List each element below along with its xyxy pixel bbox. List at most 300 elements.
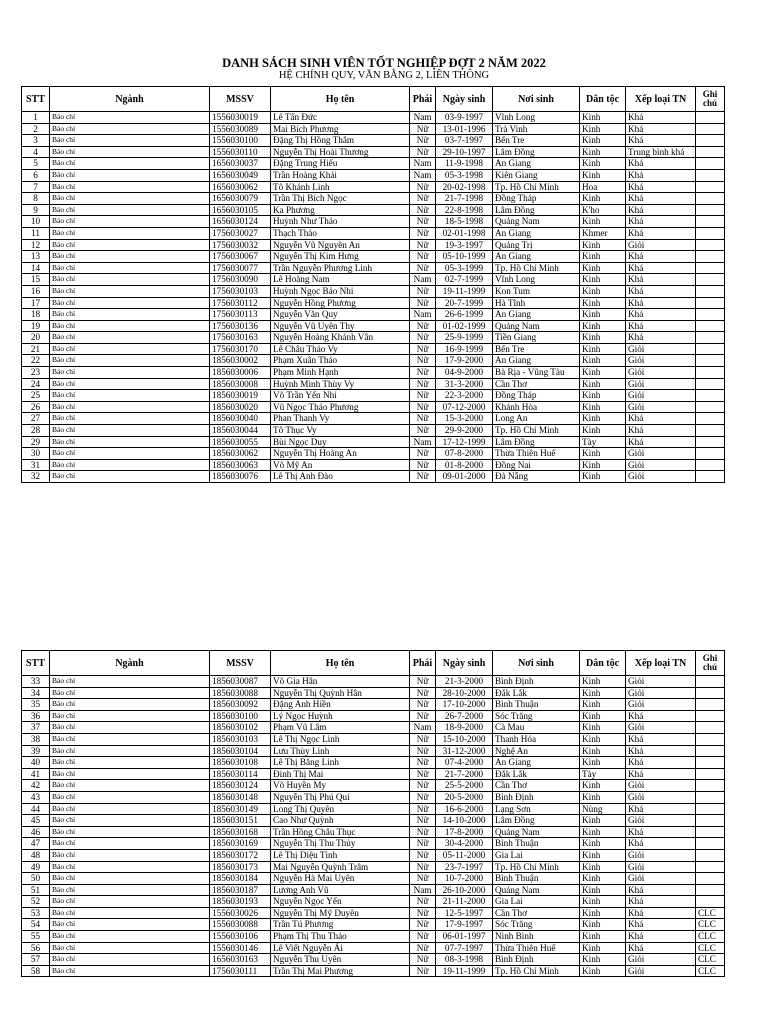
cell-ghi-chu — [696, 355, 725, 367]
cell-noi-sinh: Hà Tĩnh — [493, 297, 580, 309]
cell-phai: Nữ — [410, 367, 436, 379]
cell-dan-toc: Khmer — [580, 227, 626, 239]
cell-ghi-chu — [696, 227, 725, 239]
table-row — [22, 401, 725, 413]
cell-phai: Nữ — [410, 355, 436, 367]
cell-stt: 46 — [22, 826, 50, 838]
header-stt: STT — [22, 87, 50, 112]
cell-noi-sinh: Tp. Hồ Chí Minh — [493, 861, 580, 873]
header-dan-toc: Dân tộc — [580, 87, 626, 112]
cell-ngay-sinh: 16-9-1999 — [436, 343, 493, 355]
cell-xep-loai: Khá — [626, 309, 696, 321]
cell-xep-loai: Giỏi — [626, 965, 696, 977]
cell-dan-toc: Kinh — [580, 884, 626, 896]
cell-phai: Nữ — [410, 826, 436, 838]
cell-ho-ten: Trần Thị Bích Ngọc — [271, 193, 410, 205]
cell-phai: Nữ — [410, 471, 436, 483]
header-nganh: Ngành — [50, 87, 210, 112]
cell-ho-ten: Phạm Vũ Lâm — [271, 722, 410, 734]
cell-noi-sinh: Thừa Thiên Huế — [493, 942, 580, 954]
cell-nganh: Báo chí — [50, 262, 210, 274]
cell-stt: 35 — [22, 699, 50, 711]
cell-noi-sinh: Thừa Thiên Huế — [493, 448, 580, 460]
cell-ho-ten: Cao Như Quỳnh — [271, 815, 410, 827]
cell-stt: 11 — [22, 227, 50, 239]
cell-xep-loai: Khá — [626, 803, 696, 815]
cell-dan-toc: Hoa — [580, 181, 626, 193]
cell-noi-sinh: Gia Lai — [493, 896, 580, 908]
cell-dan-toc: Kinh — [580, 873, 626, 885]
table-row — [22, 413, 725, 425]
cell-ghi-chu — [696, 193, 725, 205]
cell-ho-ten: Trần Hồng Châu Thục — [271, 826, 410, 838]
header-ghi-chu: Ghi chú — [696, 87, 725, 112]
cell-nganh: Báo chí — [50, 227, 210, 239]
cell-phai: Nữ — [410, 954, 436, 966]
cell-mssv: 1556030110 — [210, 146, 271, 158]
cell-noi-sinh: Lạng Sơn — [493, 803, 580, 815]
cell-mssv: 1856030062 — [210, 448, 271, 460]
cell-dan-toc: Kinh — [580, 355, 626, 367]
cell-phai: Nữ — [410, 803, 436, 815]
cell-ghi-chu: CLC — [696, 954, 725, 966]
cell-phai: Nam — [410, 436, 436, 448]
cell-ho-ten: Lê Thị Băng Linh — [271, 757, 410, 769]
cell-nganh: Báo chí — [50, 390, 210, 402]
cell-nganh: Báo chí — [50, 413, 210, 425]
cell-ghi-chu — [696, 239, 725, 251]
cell-nganh: Báo chí — [50, 896, 210, 908]
cell-noi-sinh: Bến Tre — [493, 135, 580, 147]
cell-ngay-sinh: 11-9-1998 — [436, 158, 493, 170]
table-row — [22, 954, 725, 966]
cell-ho-ten: Đinh Thị Mai — [271, 768, 410, 780]
cell-noi-sinh: Trà Vinh — [493, 123, 580, 135]
cell-stt: 41 — [22, 768, 50, 780]
cell-dan-toc: Kinh — [580, 367, 626, 379]
cell-ngay-sinh: 21-11-2000 — [436, 896, 493, 908]
cell-xep-loai: Khá — [626, 942, 696, 954]
cell-dan-toc: Kinh — [580, 826, 626, 838]
cell-ho-ten: Nguyễn Thị Hoài Thương — [271, 146, 410, 158]
cell-stt: 55 — [22, 931, 50, 943]
cell-mssv: 1856030193 — [210, 896, 271, 908]
table-row — [22, 309, 725, 321]
header-nganh: Ngành — [50, 651, 210, 676]
cell-mssv: 1556030146 — [210, 942, 271, 954]
cell-dan-toc: Kinh — [580, 896, 626, 908]
cell-dan-toc: Kinh — [580, 459, 626, 471]
cell-stt: 9 — [22, 204, 50, 216]
header-mssv: MSSV — [210, 87, 271, 112]
cell-dan-toc: Kinh — [580, 216, 626, 228]
cell-dan-toc: Kinh — [580, 757, 626, 769]
cell-ghi-chu: CLC — [696, 965, 725, 977]
cell-xep-loai: Giỏi — [626, 699, 696, 711]
cell-mssv: 1856030002 — [210, 355, 271, 367]
cell-nganh: Báo chí — [50, 367, 210, 379]
cell-stt: 40 — [22, 757, 50, 769]
table-row — [22, 471, 725, 483]
cell-ho-ten: Mai Bích Phương — [271, 123, 410, 135]
cell-phai: Nữ — [410, 204, 436, 216]
cell-ghi-chu — [696, 332, 725, 344]
cell-noi-sinh: Tp. Hồ Chí Minh — [493, 262, 580, 274]
cell-stt: 50 — [22, 873, 50, 885]
cell-phai: Nữ — [410, 413, 436, 425]
cell-ghi-chu — [696, 309, 725, 321]
cell-ho-ten: Phan Thanh Vy — [271, 413, 410, 425]
cell-mssv: 1756030067 — [210, 251, 271, 263]
cell-nganh: Báo chí — [50, 123, 210, 135]
cell-ngay-sinh: 10-7-2000 — [436, 873, 493, 885]
graduates-table-part-2 — [21, 650, 725, 977]
cell-ghi-chu — [696, 390, 725, 402]
table-header-row — [22, 87, 725, 112]
cell-nganh: Báo chí — [50, 768, 210, 780]
cell-ho-ten: Đặng Trung Hiếu — [271, 158, 410, 170]
cell-ghi-chu — [696, 699, 725, 711]
table-row — [22, 274, 725, 286]
header-stt: STT — [22, 651, 50, 676]
cell-mssv: 1856030063 — [210, 459, 271, 471]
cell-dan-toc: Kinh — [580, 274, 626, 286]
header-ngay-sinh: Ngày sinh — [436, 87, 493, 112]
cell-phai: Nữ — [410, 146, 436, 158]
table-row — [22, 459, 725, 471]
cell-ghi-chu — [696, 262, 725, 274]
cell-xep-loai: Giỏi — [626, 239, 696, 251]
cell-noi-sinh: Kiên Giang — [493, 169, 580, 181]
cell-ghi-chu — [696, 112, 725, 124]
cell-stt: 51 — [22, 884, 50, 896]
cell-phai: Nữ — [410, 262, 436, 274]
cell-nganh: Báo chí — [50, 931, 210, 943]
cell-noi-sinh: Đà Nẵng — [493, 471, 580, 483]
cell-nganh: Báo chí — [50, 965, 210, 977]
cell-nganh: Báo chí — [50, 722, 210, 734]
cell-ho-ten: Lý Ngọc Huỳnh — [271, 710, 410, 722]
header-ngay-sinh: Ngày sinh — [436, 651, 493, 676]
cell-ngay-sinh: 07-12-2000 — [436, 401, 493, 413]
cell-xep-loai: Khá — [626, 745, 696, 757]
cell-ngay-sinh: 19-11-1999 — [436, 285, 493, 297]
cell-noi-sinh: Đồng Nai — [493, 459, 580, 471]
table-row — [22, 965, 725, 977]
cell-phai: Nữ — [410, 320, 436, 332]
header-phai: Phái — [410, 651, 436, 676]
cell-phai: Nữ — [410, 965, 436, 977]
cell-phai: Nữ — [410, 919, 436, 931]
table-row — [22, 425, 725, 437]
cell-nganh: Báo chí — [50, 239, 210, 251]
cell-ghi-chu — [696, 896, 725, 908]
cell-stt: 2 — [22, 123, 50, 135]
cell-dan-toc: Kinh — [580, 169, 626, 181]
cell-mssv: 1556030019 — [210, 112, 271, 124]
cell-mssv: 1656030079 — [210, 193, 271, 205]
cell-xep-loai: Giỏi — [626, 687, 696, 699]
cell-phai: Nữ — [410, 135, 436, 147]
cell-stt: 34 — [22, 687, 50, 699]
cell-ho-ten: Đặng Anh Hiền — [271, 699, 410, 711]
table-row — [22, 112, 725, 124]
cell-nganh: Báo chí — [50, 884, 210, 896]
cell-phai: Nam — [410, 112, 436, 124]
cell-mssv: 1756030032 — [210, 239, 271, 251]
cell-ngay-sinh: 26-7-2000 — [436, 710, 493, 722]
table-row — [22, 687, 725, 699]
table-row — [22, 436, 725, 448]
cell-noi-sinh: Bình Định — [493, 791, 580, 803]
cell-xep-loai: Khá — [626, 884, 696, 896]
cell-xep-loai: Giỏi — [626, 780, 696, 792]
cell-noi-sinh: Cà Mau — [493, 722, 580, 734]
table-row — [22, 849, 725, 861]
cell-phai: Nữ — [410, 227, 436, 239]
cell-phai: Nam — [410, 158, 436, 170]
cell-xep-loai: Giỏi — [626, 471, 696, 483]
table-row — [22, 931, 725, 943]
cell-phai: Nữ — [410, 448, 436, 460]
table-row — [22, 838, 725, 850]
cell-ghi-chu: CLC — [696, 907, 725, 919]
cell-mssv: 1856030187 — [210, 884, 271, 896]
cell-dan-toc: Kinh — [580, 343, 626, 355]
cell-noi-sinh: Long An — [493, 413, 580, 425]
cell-ho-ten: Lê Thị Diệu Tình — [271, 849, 410, 861]
table-row — [22, 181, 725, 193]
cell-ngay-sinh: 08-3-1998 — [436, 954, 493, 966]
cell-dan-toc: Kinh — [580, 942, 626, 954]
table-row — [22, 722, 725, 734]
cell-mssv: 1856030019 — [210, 390, 271, 402]
cell-xep-loai: Giỏi — [626, 722, 696, 734]
cell-ghi-chu — [696, 401, 725, 413]
cell-ngay-sinh: 20-5-2000 — [436, 791, 493, 803]
cell-stt: 37 — [22, 722, 50, 734]
cell-stt: 20 — [22, 332, 50, 344]
cell-phai: Nữ — [410, 332, 436, 344]
cell-stt: 10 — [22, 216, 50, 228]
cell-xep-loai: Khá — [626, 320, 696, 332]
cell-nganh: Báo chí — [50, 112, 210, 124]
cell-dan-toc: Tày — [580, 768, 626, 780]
cell-mssv: 1756030103 — [210, 285, 271, 297]
cell-ho-ten: Lê Châu Thảo Vy — [271, 343, 410, 355]
cell-mssv: 1756030136 — [210, 320, 271, 332]
cell-stt: 19 — [22, 320, 50, 332]
cell-ngay-sinh: 17-8-2000 — [436, 826, 493, 838]
cell-ngay-sinh: 20-7-1999 — [436, 297, 493, 309]
cell-ngay-sinh: 05-10-1999 — [436, 251, 493, 263]
header-xep-loai: Xếp loại TN — [626, 87, 696, 112]
cell-ghi-chu — [696, 181, 725, 193]
cell-dan-toc: Kinh — [580, 413, 626, 425]
cell-phai: Nữ — [410, 401, 436, 413]
cell-ho-ten: Nguyễn Thị Thu Thủy — [271, 838, 410, 850]
cell-stt: 32 — [22, 471, 50, 483]
table-row — [22, 826, 725, 838]
cell-stt: 42 — [22, 780, 50, 792]
cell-ngay-sinh: 17-10-2000 — [436, 699, 493, 711]
cell-phai: Nữ — [410, 733, 436, 745]
cell-mssv: 1556030026 — [210, 907, 271, 919]
cell-stt: 21 — [22, 343, 50, 355]
cell-nganh: Báo chí — [50, 699, 210, 711]
cell-mssv: 1756030077 — [210, 262, 271, 274]
cell-ho-ten: Thạch Thảo — [271, 227, 410, 239]
cell-phai: Nữ — [410, 861, 436, 873]
cell-dan-toc: Kinh — [580, 320, 626, 332]
cell-nganh: Báo chí — [50, 251, 210, 263]
table-row — [22, 193, 725, 205]
cell-ho-ten: Huỳnh Minh Thùy Vy — [271, 378, 410, 390]
cell-noi-sinh: Gia Lai — [493, 849, 580, 861]
table-row — [22, 169, 725, 181]
header-ho-ten: Họ tên — [271, 87, 410, 112]
table-row — [22, 297, 725, 309]
cell-xep-loai: Khá — [626, 123, 696, 135]
cell-dan-toc: Kinh — [580, 262, 626, 274]
cell-dan-toc: Kinh — [580, 722, 626, 734]
cell-ho-ten: Phạm Xuân Thảo — [271, 355, 410, 367]
cell-phai: Nữ — [410, 896, 436, 908]
cell-ghi-chu — [696, 216, 725, 228]
cell-noi-sinh: Quảng Nam — [493, 884, 580, 896]
cell-ngay-sinh: 01-02-1999 — [436, 320, 493, 332]
cell-phai: Nữ — [410, 838, 436, 850]
cell-stt: 16 — [22, 285, 50, 297]
cell-ngay-sinh: 19-11-1999 — [436, 965, 493, 977]
cell-ghi-chu — [696, 791, 725, 803]
cell-dan-toc: Kinh — [580, 448, 626, 460]
cell-dan-toc: Kinh — [580, 425, 626, 437]
cell-xep-loai: Khá — [626, 297, 696, 309]
document-subtitle: HỆ CHÍNH QUY, VĂN BẰNG 2, LIÊN THÔNG — [278, 70, 490, 81]
cell-noi-sinh: Lâm Đồng — [493, 146, 580, 158]
cell-ghi-chu — [696, 320, 725, 332]
cell-phai: Nữ — [410, 425, 436, 437]
cell-ngay-sinh: 02-01-1998 — [436, 227, 493, 239]
cell-phai: Nữ — [410, 378, 436, 390]
cell-ngay-sinh: 02-7-1999 — [436, 274, 493, 286]
cell-stt: 26 — [22, 401, 50, 413]
cell-ghi-chu — [696, 780, 725, 792]
cell-xep-loai: Giỏi — [626, 791, 696, 803]
cell-noi-sinh: Cần Thơ — [493, 780, 580, 792]
cell-ho-ten: Nguyễn Văn Quy — [271, 309, 410, 321]
cell-mssv: 1556030088 — [210, 919, 271, 931]
cell-mssv: 1756030027 — [210, 227, 271, 239]
cell-ho-ten: Lê Viết Nguyễn Ái — [271, 942, 410, 954]
table-row — [22, 135, 725, 147]
cell-ghi-chu — [696, 135, 725, 147]
cell-ngay-sinh: 07-8-2000 — [436, 448, 493, 460]
cell-noi-sinh: Đắk Lắk — [493, 687, 580, 699]
cell-dan-toc: Kinh — [580, 733, 626, 745]
cell-noi-sinh: Cần Thơ — [493, 907, 580, 919]
cell-mssv: 1756030112 — [210, 297, 271, 309]
cell-ho-ten: Nguyễn Thị Hoàng An — [271, 448, 410, 460]
cell-stt: 24 — [22, 378, 50, 390]
cell-nganh: Báo chí — [50, 942, 210, 954]
cell-dan-toc: Kinh — [580, 907, 626, 919]
cell-stt: 38 — [22, 733, 50, 745]
cell-nganh: Báo chí — [50, 826, 210, 838]
cell-ngay-sinh: 22-8-1998 — [436, 204, 493, 216]
cell-ngay-sinh: 15-3-2000 — [436, 413, 493, 425]
cell-ho-ten: Trần Hoàng Khải — [271, 169, 410, 181]
cell-ngay-sinh: 20-02-1998 — [436, 181, 493, 193]
cell-ghi-chu — [696, 884, 725, 896]
cell-ghi-chu — [696, 815, 725, 827]
cell-ngay-sinh: 09-01-2000 — [436, 471, 493, 483]
cell-phai: Nữ — [410, 849, 436, 861]
cell-mssv: 1856030149 — [210, 803, 271, 815]
cell-ngay-sinh: 23-7-1997 — [436, 861, 493, 873]
cell-xep-loai: Giỏi — [626, 815, 696, 827]
cell-nganh: Báo chí — [50, 757, 210, 769]
cell-nganh: Báo chí — [50, 297, 210, 309]
cell-dan-toc: Kinh — [580, 838, 626, 850]
cell-noi-sinh: An Giang — [493, 251, 580, 263]
cell-ghi-chu — [696, 297, 725, 309]
cell-nganh: Báo chí — [50, 459, 210, 471]
cell-xep-loai: Khá — [626, 425, 696, 437]
cell-dan-toc: Kinh — [580, 239, 626, 251]
cell-phai: Nữ — [410, 942, 436, 954]
cell-dan-toc: Kinh — [580, 954, 626, 966]
cell-dan-toc: Kinh — [580, 676, 626, 688]
cell-phai: Nữ — [410, 676, 436, 688]
cell-stt: 54 — [22, 919, 50, 931]
table-row — [22, 204, 725, 216]
cell-xep-loai: Giỏi — [626, 849, 696, 861]
cell-ngay-sinh: 03-9-1997 — [436, 112, 493, 124]
cell-ghi-chu — [696, 849, 725, 861]
cell-phai: Nam — [410, 274, 436, 286]
cell-xep-loai: Khá — [626, 112, 696, 124]
cell-stt: 49 — [22, 861, 50, 873]
table-row — [22, 803, 725, 815]
cell-xep-loai: Khá — [626, 227, 696, 239]
cell-dan-toc: Kinh — [580, 112, 626, 124]
table-row — [22, 123, 725, 135]
cell-noi-sinh: Bến Tre — [493, 343, 580, 355]
cell-xep-loai: Giỏi — [626, 459, 696, 471]
cell-ghi-chu — [696, 123, 725, 135]
cell-phai: Nữ — [410, 780, 436, 792]
cell-stt: 8 — [22, 193, 50, 205]
cell-ghi-chu — [696, 204, 725, 216]
cell-ho-ten: Trần Tú Phương — [271, 919, 410, 931]
cell-xep-loai: Giỏi — [626, 390, 696, 402]
cell-ghi-chu — [696, 471, 725, 483]
cell-phai: Nữ — [410, 768, 436, 780]
cell-mssv: 1856030172 — [210, 849, 271, 861]
cell-ghi-chu — [696, 826, 725, 838]
cell-phai: Nữ — [410, 710, 436, 722]
cell-ho-ten: Trần Nguyễn Phương Linh — [271, 262, 410, 274]
cell-xep-loai: Khá — [626, 907, 696, 919]
cell-mssv: 1756030170 — [210, 343, 271, 355]
cell-dan-toc: Kinh — [580, 146, 626, 158]
cell-dan-toc: Kinh — [580, 710, 626, 722]
cell-ho-ten: Huỳnh Như Thảo — [271, 216, 410, 228]
table-row — [22, 285, 725, 297]
cell-mssv: 1856030040 — [210, 413, 271, 425]
